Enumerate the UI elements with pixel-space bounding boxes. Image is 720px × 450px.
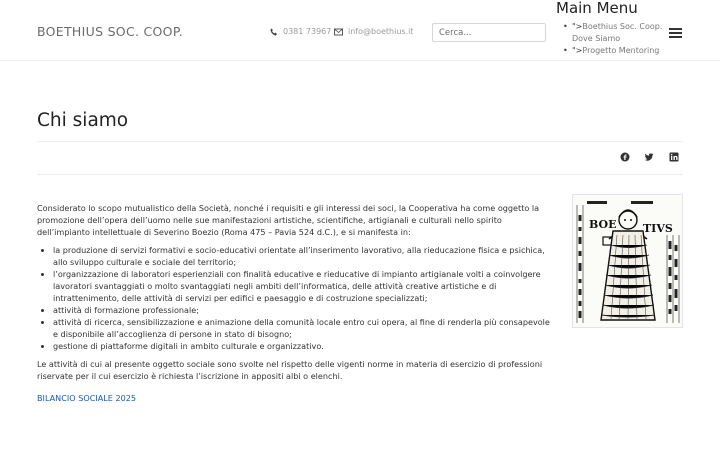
menu-item-mentoring[interactable]: • ">Progetto Mentoring [572,45,662,57]
twitter-share-icon[interactable] [644,152,654,162]
outro-paragraph: Le attività di cui al presente oggetto sociale sono svolte nel rispetto delle vigenti norme in materia di esercizio di professioni riservate per il cui esercizio è richiesta l’iscrizione in appositi albi o elenchi. [37,359,543,381]
facebook-share-icon[interactable] [620,152,630,162]
page-title: Chi siamo [37,110,129,131]
phone-number: 0381 73967 [283,27,332,36]
intro-paragraph: Considerato lo scopo mutualistico della Società, nonché i requisiti e gli interessi dei soci, la Cooperativa ha come oggetto la promozione dell’opera dell’uomo nelle sue manifestazioni artistiche, scientifiche, artigianali e culturali nello spirito dell’impianto intellettuale di Severino Boezio (Roma 475 – Pavia 524 d.C.), e si manifesta in: [37,203,540,237]
linkedin-share-icon[interactable] [669,152,679,162]
list-item: • attività di formazione professionale; [53,304,557,316]
boethius-manuscript-image [572,194,683,328]
menu-item-dove-siamo[interactable]: Dove Siamo [572,34,621,43]
list-item: • attività di ricerca, sensibilizzazione e animazione della comunità locale entro cui opera, al fine di renderla più consapevole e disponibile all’accoglienza di persone in stato di bisogno; [53,316,557,340]
envelope-icon [334,28,343,36]
phone-icon [270,28,278,36]
main-menu-title: Main Menu [556,0,638,17]
email-address: info@boethius.it [348,27,414,36]
list-item: • gestione di piattaforme digitali in ambito culturale e organizzativo. [53,340,557,352]
phone-contact[interactable] [270,27,331,36]
divider [37,174,683,175]
svg-text:TIVS: TIVS [643,222,673,235]
about-content [37,202,557,404]
list-item: • la produzione di servizi formativi e socio-educativi orientate all’inserimento lavorativo, alla rieducazione fisica e psichica, allo sviluppo culturale e sociale del territorio; [53,244,557,268]
svg-text:BOE: BOE [589,218,617,231]
search-input[interactable] [432,23,546,42]
hamburger-menu-icon[interactable] [669,28,682,38]
site-header [0,0,720,61]
email-contact[interactable] [334,27,413,36]
menu-item-boethius[interactable]: • ">Boethius Soc. Coop. [572,21,662,33]
bilancio-sociale-link[interactable]: BILANCIO SOCIALE 2025 [37,393,137,403]
activities-list [53,244,557,352]
site-logo[interactable]: BOETHIUS SOC. COOP. [37,24,183,39]
main-menu-list [572,21,662,57]
divider [37,141,683,142]
list-item: • l’organizzazione di laboratori esperienziali con finalità educative e rieducative di impianto artigianale volti a coinvolgere lavoratori svantaggiati o molto svantaggiati negli ambiti dell’informatica, delle attività creative artistiche e di intrattenimento, delle attività di servizi per edifici e paesaggio e di costruzione specializzati; [53,268,557,304]
